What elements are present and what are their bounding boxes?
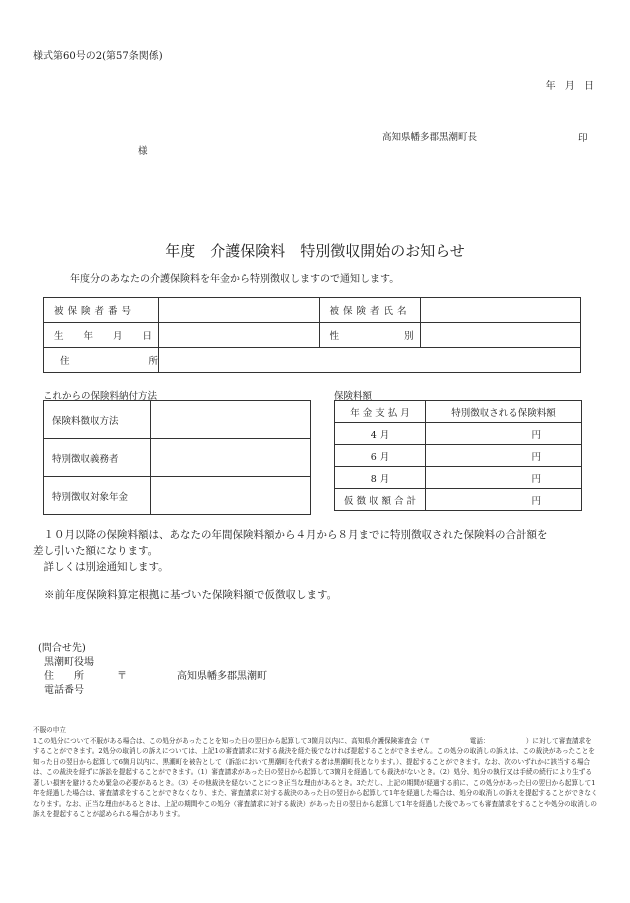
provisional-total-label: 仮 徴 収 額 合 計 (335, 489, 426, 511)
insured-number-label: 被保険者番号 (44, 298, 159, 323)
contact-phone-label: 電話番号 (44, 685, 84, 696)
explanation-line-2: 差し引いた額になります。 (33, 545, 159, 557)
explanation-line-3: 詳しくは別途通知します。 (33, 561, 169, 573)
premium-amount-table (334, 400, 582, 511)
form-number: 様式第60号の2(第57条関係) (33, 51, 163, 62)
amount-august: 円 (426, 467, 582, 489)
contact-address-label: 住 所 (44, 671, 84, 682)
document-title: 年度 介護保険料 特別徴収開始のお知らせ (165, 242, 465, 260)
provisional-total-amount: 円 (426, 489, 582, 511)
contact-office: 黒潮町役場 (44, 657, 94, 668)
insured-name-value[interactable] (420, 298, 581, 323)
date-line: 年 月 日 (545, 81, 594, 92)
insured-number-value[interactable] (159, 298, 320, 323)
amount-section-heading: 保険料額 (334, 391, 373, 402)
postal-mark: 〒 (117, 671, 127, 682)
amount-june: 円 (426, 445, 582, 467)
birthdate-value[interactable] (159, 323, 320, 348)
seal-mark: 印 (578, 133, 588, 144)
payment-method-table (43, 400, 311, 515)
contact-address: 高知県幡多郡黒潮町 (177, 671, 267, 682)
month-june: 6 月 (335, 445, 426, 467)
insured-info-table (43, 297, 581, 373)
intro-text: 年度分のあなたの介護保険料を年金から特別徴収しますので通知します。 (70, 274, 400, 285)
insured-name-label: 被保険者氏名 (319, 298, 420, 323)
method-section-heading: これからの保険料納付方法 (43, 391, 158, 402)
method-row-value[interactable] (151, 401, 311, 439)
recipient-suffix: 様 (138, 146, 148, 157)
amount-april: 円 (426, 423, 582, 445)
explanation-paragraph (33, 527, 593, 575)
issuer-name: 高知県幡多郡黒潮町長 (382, 132, 478, 143)
month-april: 4 月 (335, 423, 426, 445)
amount-header: 特別徴収される保険料額 (426, 401, 582, 423)
pension-row-value[interactable] (151, 477, 311, 515)
provisional-note: ※前年度保険料算定根拠に基づいた保険料額で仮徴収します。 (44, 589, 338, 601)
contact-heading: (問合せ先) (38, 643, 86, 654)
appeal-notice (33, 725, 598, 820)
contact-block (38, 642, 267, 698)
gender-value[interactable] (420, 323, 581, 348)
address-label: 住 所 (44, 348, 159, 373)
method-row-label: 保険料徴収方法 (44, 401, 151, 439)
appeal-heading: 不服の申立 (33, 726, 66, 734)
pay-month-header: 年 金 支 払 月 (335, 401, 426, 423)
gender-label: 性 別 (319, 323, 420, 348)
explanation-line-1: １０月以降の保険料額は、あなたの年間保険料額から４月から８月までに特別徴収された保険料の合計額を (33, 529, 548, 541)
month-august: 8 月 (335, 467, 426, 489)
appeal-text: 1この処分について不服がある場合は、この処分があったことを知った日の翌日から起算して3箇月以内に、高知県介護保険審査会（〒 電話： ）に対して審査請求をすることができます。2処分の取消しの訴えについては、上記1の審査請求に対する裁決を経た後でなければ提起することができません。この処分の取消しの訴えは、この裁決があったことを知った日の翌日から起算して6箇月以内に、黒潮町を被告として（訴訟において黒潮町を代表する者は黒潮町長となります。）、提起することができます。なお、次のいずれかに該当する場合は、この裁決を経ずに訴訟を提起することができます。（1）審査請求があった日の翌日から起算して3箇月を経過しても裁決がないとき。（2）処分、処分の執行又は手続の続行により生ずる著しい損害を避けるため緊急の必要があるとき。（3）その他裁決を経ないことにつき正当な理由があるとき。3ただし、上記の期間が経過する前に、この処分があった日の翌日から起算して1年を経過した場合は、審査請求をすることができなくなり、また、審査請求に対する裁決のあった日の翌日から起算して1年を経過した場合は、処分の取消しの訴えを提起することができなくなります。なお、正当な理由があるときは、上記の期間やこの処分（審査請求に対する裁決）があった日の翌日から起算して1年を経過した後であっても審査請求をすることや処分の取消しの訴えを提起することが認められる場合があります。 (33, 736, 598, 818)
pension-row-label: 特別徴収対象年金 (44, 477, 151, 515)
birthdate-label: 生 年 月 日 (44, 323, 159, 348)
obligor-row-value[interactable] (151, 439, 311, 477)
obligor-row-label: 特別徴収義務者 (44, 439, 151, 477)
address-value[interactable] (159, 348, 581, 373)
